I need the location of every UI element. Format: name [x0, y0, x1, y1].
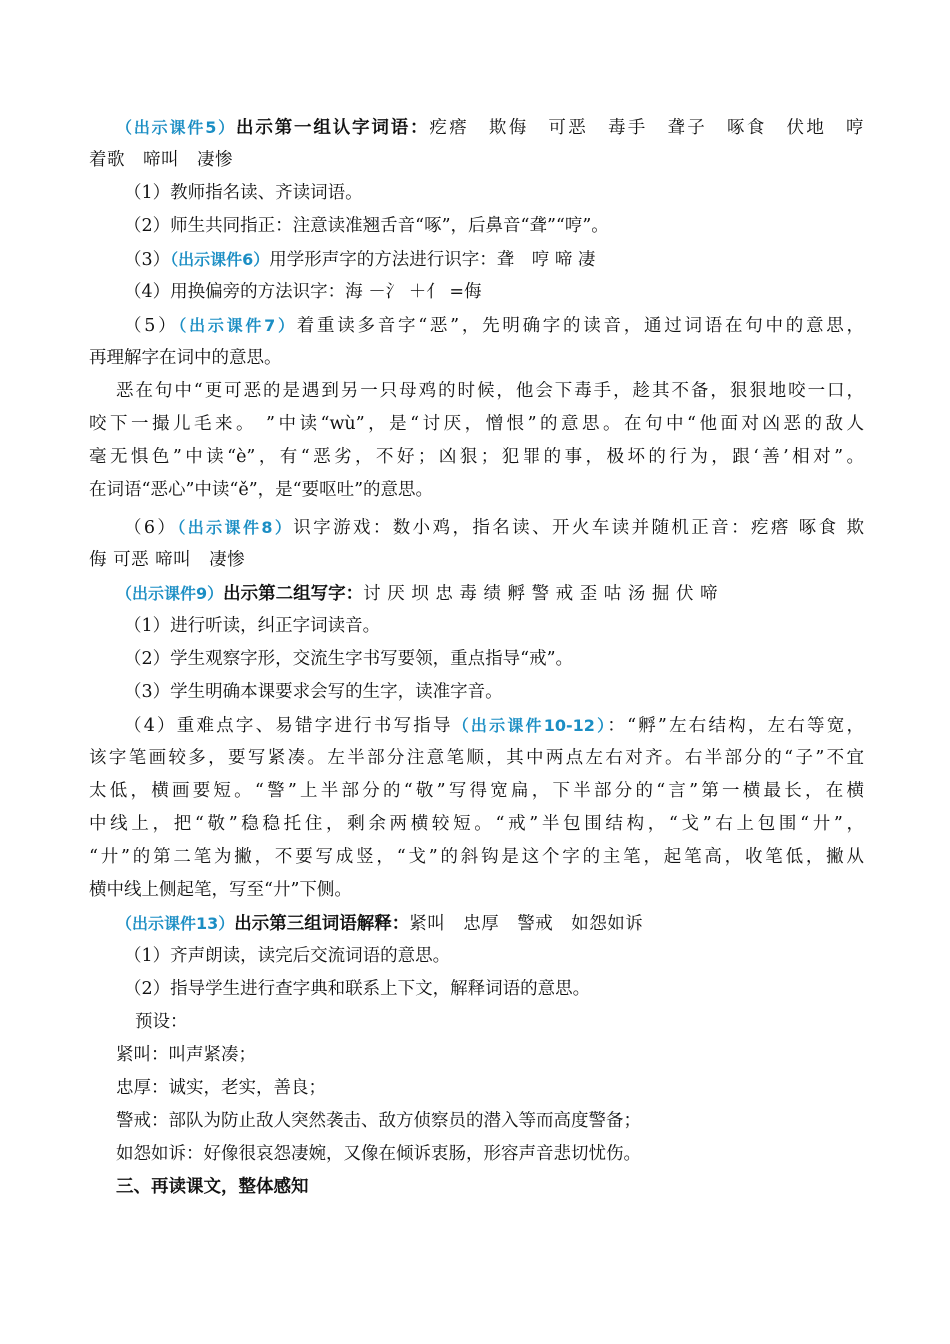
write-step-3: （3）学生明确本课要求会写的生字，读准字音。	[124, 682, 503, 702]
group2-heading: 出示第二组写字：	[223, 584, 364, 604]
group3-line	[116, 907, 864, 940]
step-6-text: 识字游戏：数小鸡，指名读、开火车读并随机正音：疙瘩 啄食 欺	[293, 518, 865, 538]
vocab-step-1: （1）齐声朗读，读完后交流词语的意思。	[124, 946, 451, 966]
preset-label: 预设：	[135, 1012, 188, 1032]
group3-words: 紧叫 忠厚 警戒 如怨如诉	[409, 914, 644, 934]
step-3-number: （3）	[124, 250, 171, 270]
step-4: （4）用换偏旁的方法识字：海 －氵 ＋亻 =侮	[124, 282, 482, 302]
definition-zhonghou: 忠厚：诚实，老实，善良；	[116, 1078, 326, 1098]
definition-jinjiao: 紧叫：叫声紧凑；	[116, 1045, 256, 1065]
step-1: （1）教师指名读、齐读词语。	[124, 183, 363, 203]
group2-line	[116, 577, 864, 610]
step-5-line1	[124, 309, 864, 342]
step-2: （2）师生共同指正：注意读准翘舌音“啄”，后鼻音“聋”“哼”。	[124, 216, 609, 236]
courseware-ref-9: （出示课件9）	[116, 584, 224, 603]
write-step-4-intro: （4）重难点字、易错字进行书写指导	[124, 716, 453, 736]
courseware-ref-5: （出示课件5）	[116, 118, 237, 137]
write-step-4-line4: 中线上，把“敬”稳稳托住，剩余两横较短。“戒”半包围结构，“戈”右上包围“廾”，	[89, 814, 864, 834]
write-step-4-text: ：“孵”左右结构，左右等宽，	[607, 716, 864, 736]
step-6-line1	[124, 511, 864, 544]
courseware-ref-7: （出示课件7）	[178, 316, 297, 335]
group1-line1	[116, 111, 864, 144]
courseware-ref-8: （出示课件8）	[177, 518, 294, 537]
group1-heading: 出示第一组认字词语：	[236, 118, 430, 138]
vocab-step-2: （2）指导学生进行查字典和联系上下文，解释词语的意思。	[124, 979, 591, 999]
courseware-ref-6: （出示课件6）	[170, 250, 270, 269]
step-6-number: （6）	[124, 518, 178, 538]
section-3-heading: 三、再读课文，整体感知	[116, 1177, 309, 1197]
step-5-line2: 再理解字在词中的意思。	[89, 348, 282, 368]
definition-jingjie: 警戒：部队为防止敌人突然袭击、敌方侦察员的潜入等而高度警备；	[116, 1111, 641, 1131]
group3-heading: 出示第三组词语解释：	[234, 914, 410, 934]
definition-ruyuanrusu: 如怨如诉：好像很哀怨凄婉，又像在倾诉衷肠，形容声音悲切忧伤。	[116, 1144, 641, 1164]
write-step-4-line3: 太低，横画要短。“警”上半部分的“敬”写得宽扁，下半部分的“言”第一横最长，在横	[89, 781, 864, 801]
e-explain-line1: 恶在句中“更可恶的是遇到另一只母鸡的时候，他会下毒手，趁其不备，狠狠地咬一口，	[116, 381, 864, 401]
courseware-ref-13: （出示课件13）	[116, 914, 235, 933]
e-explain-line2: 咬下一撮儿毛来。 ”中读“wù”，是“讨厌，憎恨”的意思。在句中“他面对凶恶的敌人	[89, 414, 864, 434]
group1-words: 疙瘩 欺侮 可恶 毒手 聋子 啄食 伏地 哼	[429, 118, 865, 138]
write-step-4-line2: 该字笔画较多，要写紧凑。左半部分注意笔顺，其中两点左右对齐。右半部分的“子”不宜	[89, 748, 864, 768]
e-explain-line3: 毫无惧色”中读“è”，有“恶劣，不好；凶狠；犯罪的事，极坏的行为，跟‘善’相对”。	[89, 447, 864, 467]
group2-chars: 讨 厌 坝 忠 毒 绩 孵 警 戒 歪 咕 汤 掘 伏 啼	[363, 584, 719, 604]
e-explain-line4: 在词语“恶心”中读“ě”，是“要呕吐”的意思。	[89, 480, 434, 500]
write-step-4-line1	[124, 709, 864, 742]
step-6-line2: 侮 可恶 啼叫 凄惨	[89, 550, 246, 570]
write-step-4-line5: “廾”的第二笔为撇，不要写成竖，“戈”的斜钩是这个字的主笔，起笔高，收笔低，撇从	[89, 847, 864, 867]
step-3	[124, 243, 864, 276]
write-step-1: （1）进行听读，纠正字词读音。	[124, 616, 381, 636]
step-3-text: 用学形声字的方法进行识字：聋 哼 啼 凄	[269, 250, 596, 270]
write-step-4-line6: 横中线上侧起笔，写至“廾”下侧。	[89, 880, 352, 900]
step-5-number: （5）	[124, 316, 179, 336]
step-5-text: 着重读多音字“恶”，先明确字的读音，通过词语在句中的意思，	[296, 316, 864, 336]
group1-line2: 着歌 啼叫 凄惨	[89, 150, 233, 170]
courseware-ref-10-12: （出示课件10-12）	[452, 716, 608, 735]
write-step-2: （2）学生观察字形，交流生字书写要领，重点指导“戒”。	[124, 649, 574, 669]
